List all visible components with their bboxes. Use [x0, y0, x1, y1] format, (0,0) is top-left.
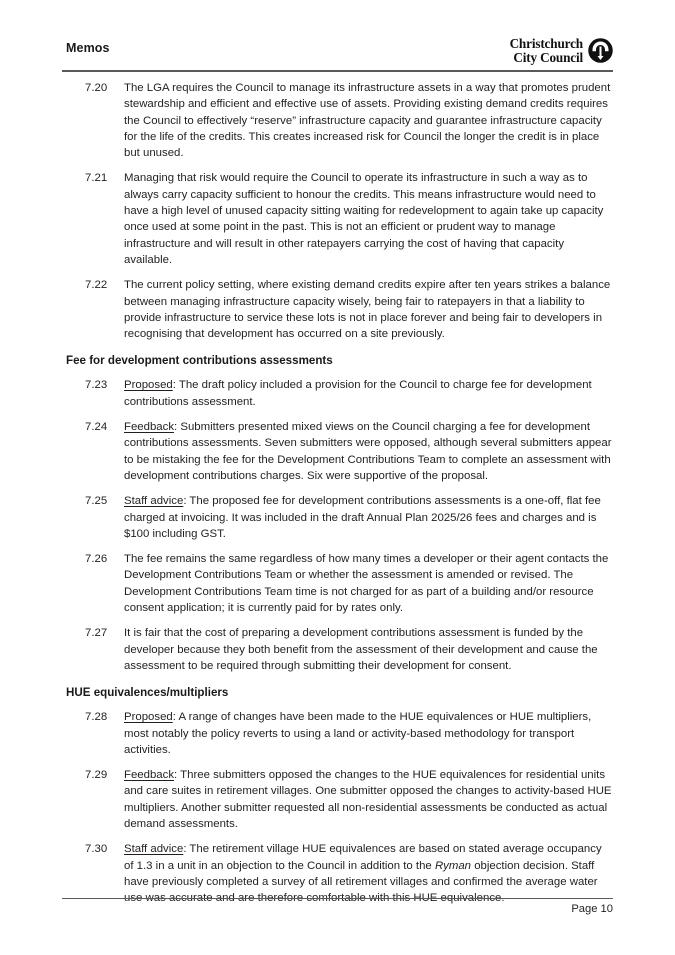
numbered-paragraph	[62, 709, 613, 758]
council-logo-line1: Christchurch	[509, 36, 583, 51]
paragraph-text	[124, 80, 613, 161]
numbered-paragraph	[62, 170, 613, 268]
numbered-paragraph	[62, 377, 613, 410]
page-title: Memos	[66, 41, 110, 55]
paragraph-number: 7.26	[85, 553, 108, 566]
paragraph-number: 7.29	[85, 769, 108, 782]
paragraph-text-run: The LGA requires the Council to manage its infrastructure assets in a way that promotes prudent stewardship and efficient and effective use of assets. Providing existing demand credits requires the Council to effectively “reserve” infrastructure capacity and guarantee infrastructure capacity for the life of the credits. This creates increased risk for Council the longer the credit is in place but unused.	[124, 82, 611, 160]
paragraph-text-run: : Three submitters opposed the changes to the HUE equivalences for residential units and care suites in retirement villages. One submitter opposed the changes to activity-based HUE multipliers. Another submitter requested all non-residential assessments be conducted as actual demand assessments.	[124, 769, 612, 830]
council-crest-icon	[588, 38, 613, 63]
council-logo	[510, 37, 613, 64]
numbered-paragraph	[62, 551, 613, 616]
paragraph-text	[124, 493, 613, 542]
paragraph-text	[124, 625, 613, 674]
paragraph-text	[124, 170, 613, 268]
numbered-paragraph	[62, 419, 613, 484]
paragraph-text	[124, 551, 613, 616]
paragraph-number: 7.23	[85, 379, 108, 392]
numbered-paragraph	[62, 277, 613, 342]
paragraph-lead-label: Proposed	[124, 379, 173, 392]
paragraph-text-run: : The proposed fee for development contributions assessments is a one-off, flat fee charged at invoicing. It was included in the draft Annual Plan 2025/26 fees and charges and is $100 including GST.	[124, 495, 601, 540]
section-heading: HUE equivalences/multipliers	[66, 686, 229, 700]
paragraph-text-run: It is fair that the cost of preparing a development contributions assessment is funded by the developer because they both benefit from the assessment of their development and cause the assessment to be required through submitting their development for consent.	[124, 627, 598, 672]
numbered-paragraph	[62, 625, 613, 674]
paragraph-text-run: The fee remains the same regardless of how many times a developer or their agent contacts the Development Contributions Team or whether the assessment is amended or revised. The Development Contributions Team time is not charged for as part of a building and/or resource consent application; it is currently paid for by rates only.	[124, 553, 609, 615]
paragraph-text-run: : The draft policy included a provision for the Council to charge fee for development contributions assessment.	[124, 379, 592, 408]
header-divider	[62, 70, 613, 72]
paragraph-number: 7.22	[85, 279, 108, 292]
paragraph-text	[124, 277, 613, 342]
paragraph-lead-label: Feedback	[124, 769, 175, 782]
paragraph-text-run: Managing that risk would require the Council to operate its infrastructure in such a way as to always carry capacity sufficient to honour the credits. This means infrastructure would need to have a high level of unused capacity sitting waiting for redevelopment to again take up capacity once used at some point in the past. This is not an efficient or prudent way to manage infrastructure and will result in other ratepayers carrying the cost of having that capacity available.	[124, 172, 604, 266]
council-logo-line2: City Council	[513, 49, 583, 65]
section-heading: Fee for development contributions assessments	[66, 354, 333, 368]
emphasised-term: Ryman	[434, 859, 472, 872]
paragraph-lead-label: Staff advice	[124, 843, 184, 856]
page-number: Page 10	[571, 903, 613, 915]
paragraph-text-run: The current policy setting, where existing demand credits expire after ten years strikes a balance between managing infrastructure capacity wisely, being fair to ratepayers in that a liability to provide infrastructure to service these lots is not in place forever and being fair to developers in recognising that development has occurred on a site previously.	[124, 279, 611, 341]
paragraph-number: 7.28	[85, 711, 108, 724]
paragraph-lead-label: Feedback	[124, 421, 175, 434]
document-body	[62, 80, 613, 915]
paragraph-text-run: : Submitters presented mixed views on the Council charging a fee for development contributions assessments. Seven submitters were opposed, although several submitters appear to be mistaking the fee for the Development Contributions Team to complete an assessment with development contributions charges. Six were supportive of the proposal.	[124, 421, 612, 482]
numbered-paragraph	[62, 493, 613, 542]
paragraph-text	[124, 841, 613, 906]
paragraph-text-run: : The retirement village HUE equivalences are based on stated average occupancy of 1.3 in a unit in an objection to the Council in addition to the	[124, 843, 602, 872]
paragraph-number: 7.25	[85, 495, 108, 508]
paragraph-text	[124, 419, 613, 484]
page-header	[62, 34, 613, 74]
paragraph-text	[124, 709, 613, 758]
paragraph-text	[124, 767, 613, 832]
paragraph-number: 7.24	[85, 421, 108, 434]
numbered-paragraph	[62, 80, 613, 161]
paragraph-number: 7.30	[85, 843, 108, 856]
paragraph-number: 7.27	[85, 627, 108, 640]
paragraph-lead-label: Proposed	[124, 711, 173, 724]
paragraph-text-run: objection decision. Staff have previously completed a survey of all retirement villages and confirmed the average water use was accurate and are therefore comfortable with this HUE equivalence.	[124, 859, 598, 905]
numbered-paragraph	[62, 767, 613, 832]
numbered-paragraph	[62, 841, 613, 906]
paragraph-number: 7.20	[85, 82, 108, 94]
paragraph-text-run: : A range of changes have been made to the HUE equivalences or HUE multipliers, most notably the policy reverts to using a land or activity-based methodology for transport activities.	[124, 711, 592, 756]
paragraph-number: 7.21	[85, 172, 108, 185]
footer-divider	[62, 898, 613, 899]
paragraph-lead-label: Staff advice	[124, 495, 184, 508]
paragraph-text	[124, 377, 613, 410]
council-logo-text	[510, 37, 583, 64]
